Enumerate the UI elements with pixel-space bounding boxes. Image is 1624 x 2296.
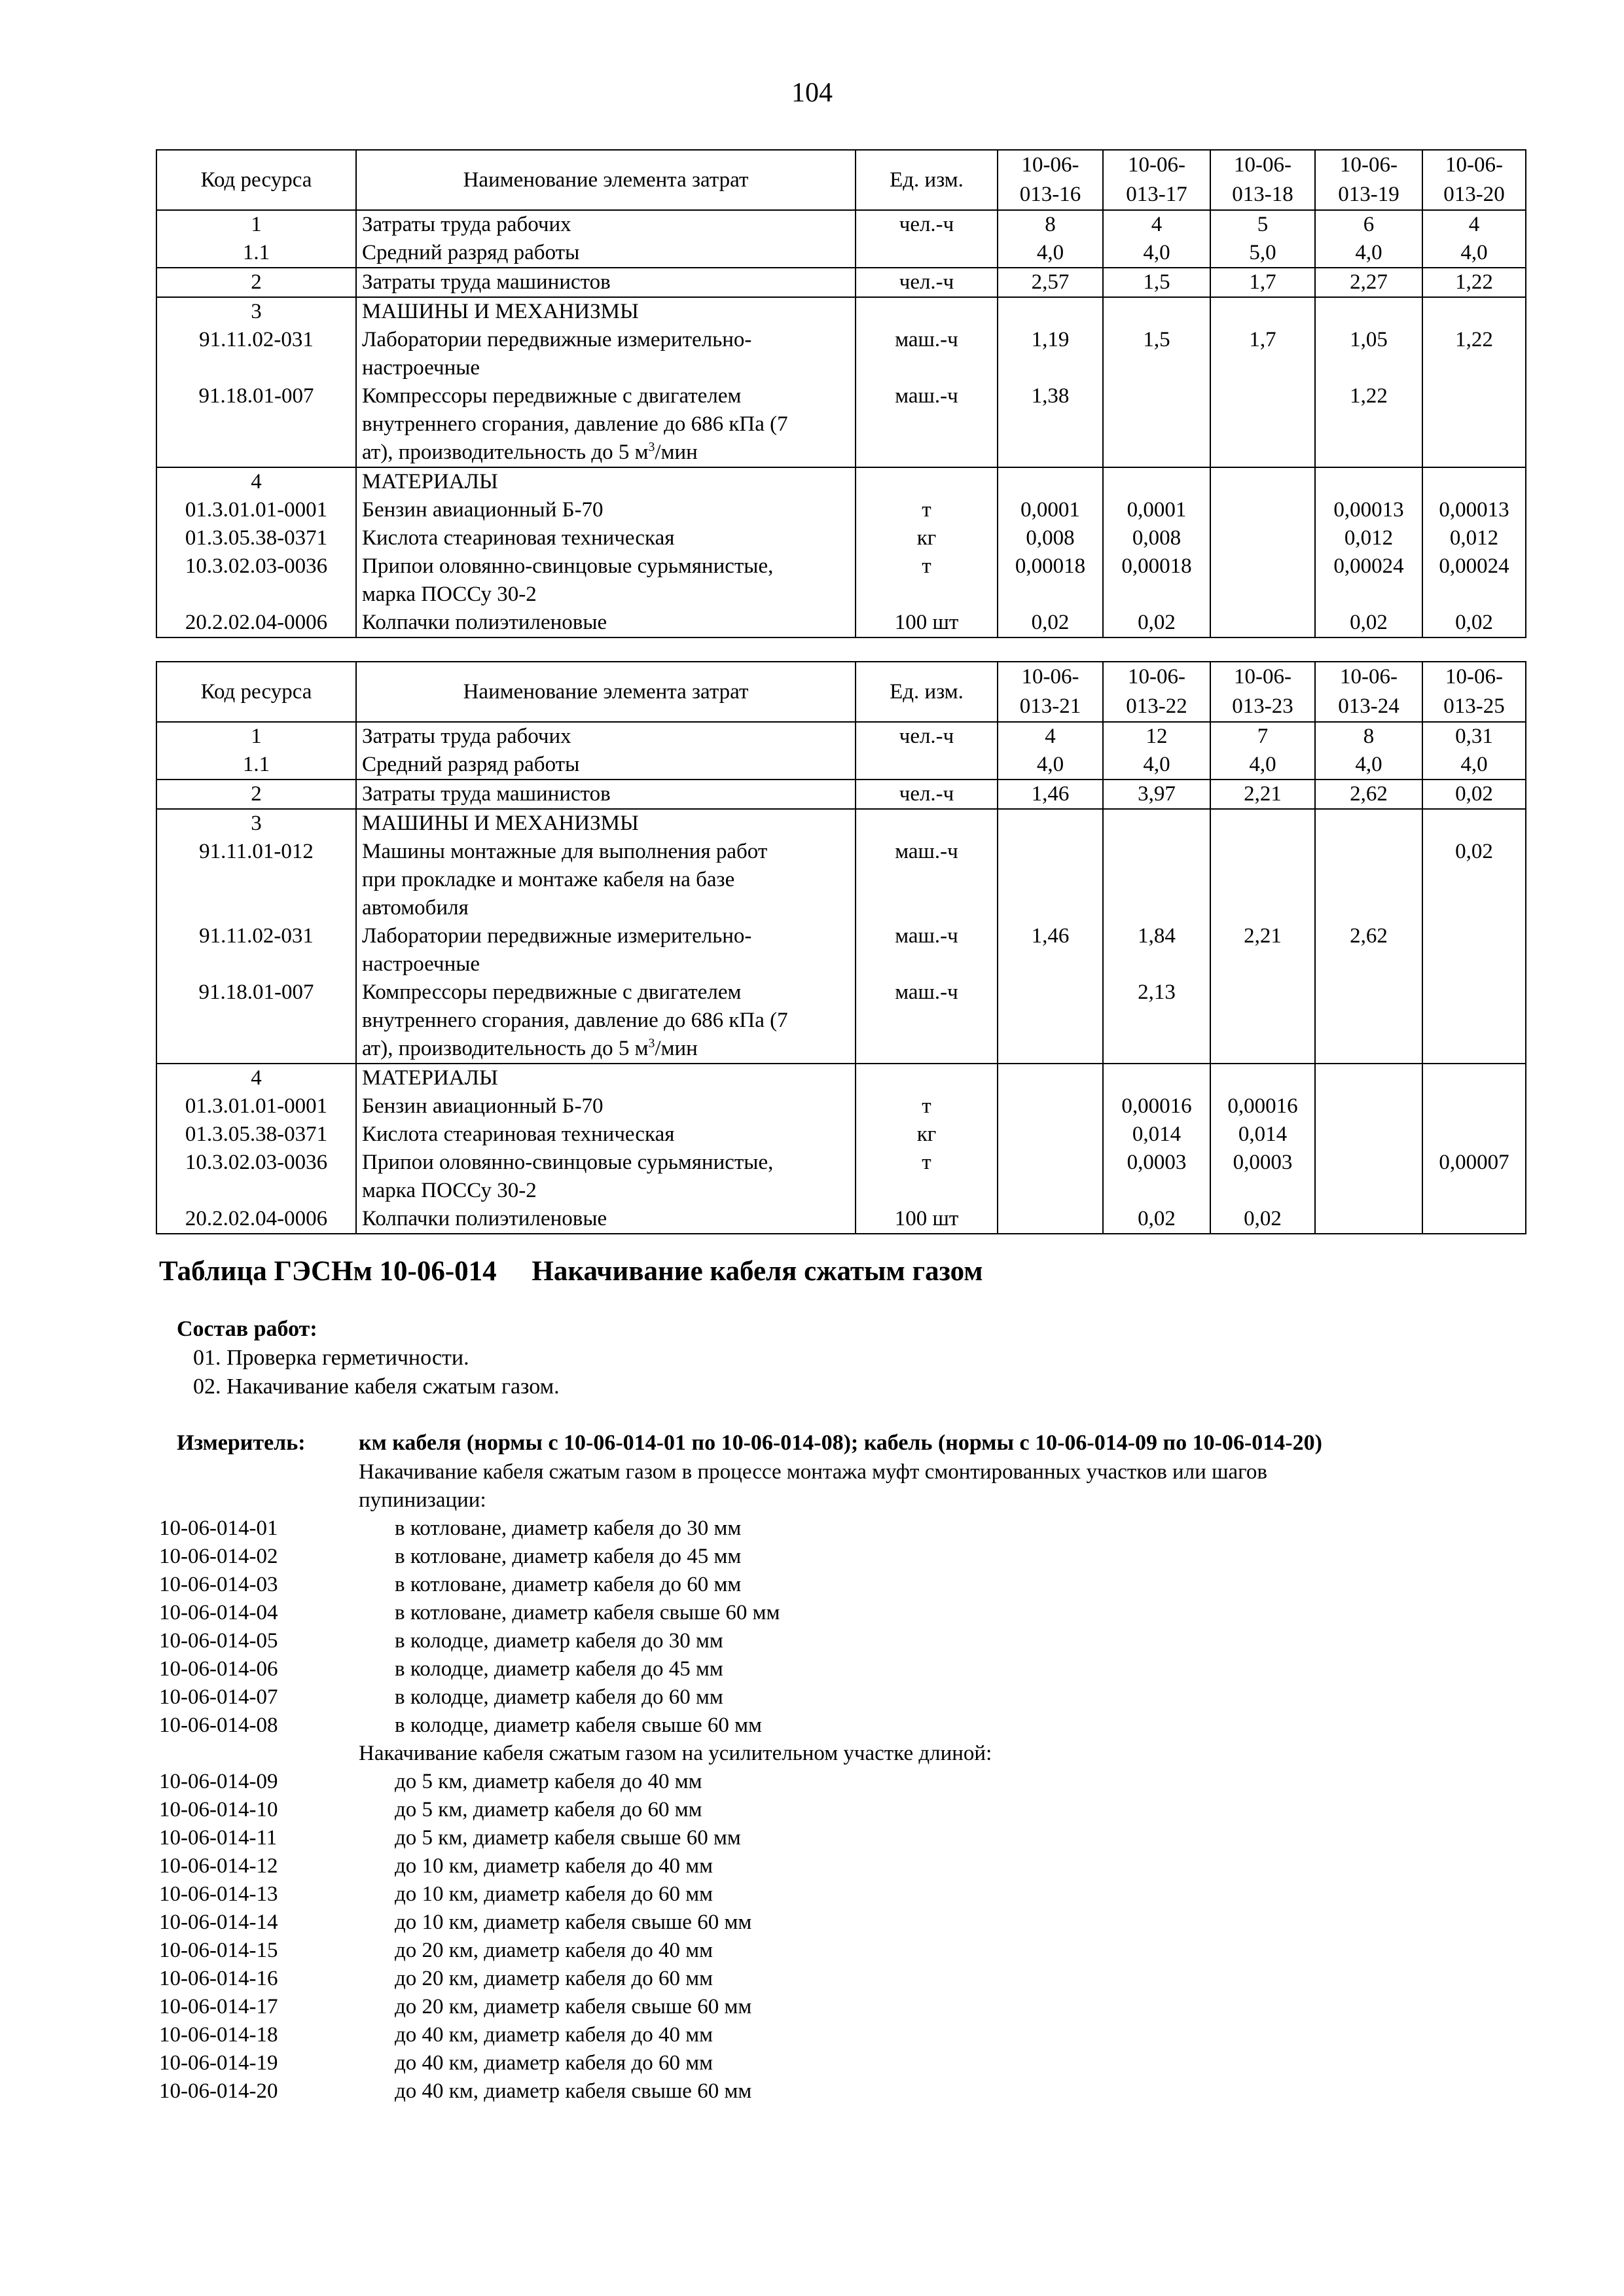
value-cell: 3,97 bbox=[1103, 780, 1210, 809]
norm-code: 10-06-014-18 bbox=[159, 2023, 278, 2047]
value-cell bbox=[1103, 382, 1210, 467]
norm-code: 10-06-014-03 bbox=[159, 1573, 278, 1596]
resource-name: Затраты труда машинистов bbox=[356, 780, 856, 809]
value-cell: 5,0 bbox=[1210, 239, 1315, 268]
header-norm-code: 10-06- 013-16 bbox=[998, 150, 1103, 210]
value-cell bbox=[1210, 552, 1315, 609]
value-cell: 0,02 bbox=[1103, 1205, 1210, 1234]
header-code: Код ресурса bbox=[156, 150, 356, 210]
norm-code: 10-06-014-05 bbox=[159, 1629, 278, 1653]
norms-description: Накачивание кабеля сжатым газом в процессе монтажа муфт смонтированных участков или шагов пупинизации: bbox=[359, 1460, 1267, 1512]
resource-code: 4 bbox=[156, 467, 356, 496]
value-cell: 1,38 bbox=[998, 382, 1103, 467]
value-cell bbox=[998, 1092, 1103, 1121]
resource-unit: 100 шт bbox=[856, 609, 998, 637]
value-cell: 5 bbox=[1210, 210, 1315, 239]
resource-name: Лаборатории передвижные измерительно- настроечные bbox=[356, 326, 856, 382]
header-code: Код ресурса bbox=[156, 662, 356, 722]
resource-unit: т bbox=[856, 1149, 998, 1205]
value-cell: 1,5 bbox=[1103, 326, 1210, 382]
resource-unit bbox=[856, 751, 998, 780]
header-norm-code: 10-06- 013-21 bbox=[998, 662, 1103, 722]
norm-text: в котловане, диаметр кабеля до 45 мм bbox=[395, 1545, 742, 1568]
norm-text: до 40 км, диаметр кабеля до 40 мм bbox=[395, 2023, 713, 2047]
table-row bbox=[156, 1064, 1526, 1092]
value-cell bbox=[1315, 978, 1422, 1064]
value-cell: 1,7 bbox=[1210, 268, 1315, 297]
value-cell: 0,012 bbox=[1422, 524, 1526, 552]
resource-code: 91.11.01-012 bbox=[156, 838, 356, 922]
value-cell: 0,008 bbox=[998, 524, 1103, 552]
value-cell: 12 bbox=[1103, 722, 1210, 751]
value-cell bbox=[1103, 838, 1210, 922]
norm-code: 10-06-014-04 bbox=[159, 1601, 278, 1624]
value-cell: 0,00016 bbox=[1103, 1092, 1210, 1121]
norm-code: 10-06-014-12 bbox=[159, 1854, 278, 1878]
value-cell bbox=[1315, 1149, 1422, 1205]
resource-unit: т bbox=[856, 1092, 998, 1121]
table-row bbox=[156, 838, 1526, 922]
norm-code: 10-06-014-07 bbox=[159, 1685, 278, 1709]
norm-code: 10-06-014-15 bbox=[159, 1939, 278, 1962]
resource-code: 1.1 bbox=[156, 239, 356, 268]
resource-code: 91.18.01-007 bbox=[156, 382, 356, 467]
table-row bbox=[156, 552, 1526, 609]
section-title bbox=[159, 1255, 983, 1287]
value-cell: 0,00018 bbox=[1103, 552, 1210, 609]
value-cell: 4,0 bbox=[998, 751, 1103, 780]
value-cell: 0,02 bbox=[1210, 1205, 1315, 1234]
norm-text: до 5 км, диаметр кабеля до 40 мм bbox=[395, 1770, 702, 1793]
work-composition-label: Состав работ: bbox=[177, 1317, 317, 1341]
table-row bbox=[156, 1092, 1526, 1121]
resource-code: 2 bbox=[156, 780, 356, 809]
resource-code: 1 bbox=[156, 210, 356, 239]
value-cell: 0,02 bbox=[998, 609, 1103, 637]
value-cell: 0,014 bbox=[1103, 1121, 1210, 1149]
resource-code: 91.11.02-031 bbox=[156, 922, 356, 978]
table-row bbox=[156, 722, 1526, 751]
norm-text: до 20 км, диаметр кабеля до 60 мм bbox=[395, 1967, 713, 1990]
table-row bbox=[156, 268, 1526, 297]
resource-name: Машины монтажные для выполнения работ при прокладке и монтаже кабеля на базе автомобиля bbox=[356, 838, 856, 922]
resource-unit: чел.-ч bbox=[856, 210, 998, 239]
value-cell bbox=[998, 978, 1103, 1064]
table-row bbox=[156, 326, 1526, 382]
resource-name: Компрессоры передвижные с двигателем внутреннего сгорания, давление до 686 кПа (7 ат), производительность до 5 $м^3$/мин bbox=[356, 382, 856, 467]
value-cell: 4 bbox=[1422, 210, 1526, 239]
table-row bbox=[156, 780, 1526, 809]
norm-text: до 5 км, диаметр кабеля до 60 мм bbox=[395, 1798, 702, 1821]
value-cell bbox=[1422, 1092, 1526, 1121]
value-cell: 4,0 bbox=[1422, 239, 1526, 268]
work-item: 02. Накачивание кабеля сжатым газом. bbox=[193, 1374, 560, 1399]
resource-unit: чел.-ч bbox=[856, 268, 998, 297]
value-cell bbox=[1210, 382, 1315, 467]
norm-text: в колодце, диаметр кабеля до 30 мм bbox=[395, 1629, 723, 1653]
table-row bbox=[156, 524, 1526, 552]
measure-text: км кабеля (нормы с 10-06-014-01 по 10-06-014-08); кабель (нормы с 10-06-014-09 по 10-06-014-20) bbox=[359, 1431, 1322, 1455]
value-cell: 0,0003 bbox=[1210, 1149, 1315, 1205]
resource-code: 01.3.01.01-0001 bbox=[156, 496, 356, 524]
value-cell: 2,57 bbox=[998, 268, 1103, 297]
value-cell: 0,02 bbox=[1103, 609, 1210, 637]
value-cell: 2,21 bbox=[1210, 922, 1315, 978]
value-cell bbox=[998, 1205, 1103, 1234]
value-cell: 0,00013 bbox=[1422, 496, 1526, 524]
resource-code: 01.3.05.38-0371 bbox=[156, 524, 356, 552]
norm-text: до 10 км, диаметр кабеля до 40 мм bbox=[395, 1854, 713, 1878]
table-row bbox=[156, 609, 1526, 637]
value-cell: 4,0 bbox=[1422, 751, 1526, 780]
table-header-row bbox=[156, 150, 1526, 210]
resource-unit: кг bbox=[856, 524, 998, 552]
value-cell: 0,02 bbox=[1422, 609, 1526, 637]
resource-name: Припои оловянно-свинцовые сурьмянистые, марка ПОССу 30-2 bbox=[356, 1149, 856, 1205]
header-unit: Ед. изм. bbox=[856, 662, 998, 722]
value-cell: 0,02 bbox=[1422, 838, 1526, 922]
value-cell: 1,46 bbox=[998, 780, 1103, 809]
norm-text: в колодце, диаметр кабеля свыше 60 мм bbox=[395, 1713, 762, 1737]
section-heading: МАТЕРИАЛЫ bbox=[356, 467, 856, 496]
resource-code: 91.11.02-031 bbox=[156, 326, 356, 382]
value-cell: 4,0 bbox=[1103, 239, 1210, 268]
resource-unit: чел.-ч bbox=[856, 722, 998, 751]
resource-name: Средний разряд работы bbox=[356, 751, 856, 780]
resource-unit: т bbox=[856, 552, 998, 609]
value-cell: 7 bbox=[1210, 722, 1315, 751]
resource-name: Припои оловянно-свинцовые сурьмянистые, марка ПОССу 30-2 bbox=[356, 552, 856, 609]
value-cell: 0,014 bbox=[1210, 1121, 1315, 1149]
resource-unit: чел.-ч bbox=[856, 780, 998, 809]
resource-code: 91.18.01-007 bbox=[156, 978, 356, 1064]
header-unit: Ед. изм. bbox=[856, 150, 998, 210]
value-cell: 0,00016 bbox=[1210, 1092, 1315, 1121]
value-cell: 2,21 bbox=[1210, 780, 1315, 809]
value-cell bbox=[1315, 1121, 1422, 1149]
value-cell: 0,00007 bbox=[1422, 1149, 1526, 1205]
norm-code: 10-06-014-19 bbox=[159, 2051, 278, 2075]
value-cell: 1,5 bbox=[1103, 268, 1210, 297]
table-row bbox=[156, 467, 1526, 496]
norm-code: 10-06-014-08 bbox=[159, 1713, 278, 1737]
value-cell bbox=[1315, 838, 1422, 922]
table-row bbox=[156, 210, 1526, 239]
value-cell: 4,0 bbox=[1315, 239, 1422, 268]
resource-code: 3 bbox=[156, 297, 356, 326]
value-cell bbox=[1210, 609, 1315, 637]
table-row bbox=[156, 382, 1526, 467]
table-row bbox=[156, 751, 1526, 780]
resource-name: Средний разряд работы bbox=[356, 239, 856, 268]
resource-code: 3 bbox=[156, 809, 356, 838]
resource-code: 2 bbox=[156, 268, 356, 297]
value-cell: 0,00018 bbox=[998, 552, 1103, 609]
header-norm-code: 10-06- 013-17 bbox=[1103, 150, 1210, 210]
value-cell: 8 bbox=[998, 210, 1103, 239]
value-cell: 0,31 bbox=[1422, 722, 1526, 751]
value-cell: 0,012 bbox=[1315, 524, 1422, 552]
section-heading: МАШИНЫ И МЕХАНИЗМЫ bbox=[356, 297, 856, 326]
value-cell: 0,0001 bbox=[998, 496, 1103, 524]
norm-code: 10-06-014-10 bbox=[159, 1798, 278, 1821]
resource-unit: маш.-ч bbox=[856, 922, 998, 978]
header-name: Наименование элемента затрат bbox=[356, 662, 856, 722]
value-cell bbox=[998, 838, 1103, 922]
resource-code: 1.1 bbox=[156, 751, 356, 780]
norm-text: до 5 км, диаметр кабеля свыше 60 мм bbox=[395, 1826, 741, 1850]
resource-name: Бензин авиационный Б-70 bbox=[356, 1092, 856, 1121]
value-cell bbox=[1210, 496, 1315, 524]
header-norm-code: 10-06- 013-18 bbox=[1210, 150, 1315, 210]
norm-code: 10-06-014-14 bbox=[159, 1910, 278, 1934]
resource-code: 4 bbox=[156, 1064, 356, 1092]
value-cell: 0,008 bbox=[1103, 524, 1210, 552]
value-cell: 2,27 bbox=[1315, 268, 1422, 297]
value-cell bbox=[1422, 382, 1526, 467]
resource-name: Компрессоры передвижные с двигателем внутреннего сгорания, давление до 686 кПа (7 ат), производительность до 5 $м^3$/мин bbox=[356, 978, 856, 1064]
resource-unit: 100 шт bbox=[856, 1205, 998, 1234]
resource-table-2 bbox=[156, 661, 1526, 1234]
resource-code: 20.2.02.04-0006 bbox=[156, 609, 356, 637]
value-cell bbox=[998, 1149, 1103, 1205]
resource-code: 1 bbox=[156, 722, 356, 751]
value-cell: 1,46 bbox=[998, 922, 1103, 978]
resource-unit: маш.-ч bbox=[856, 838, 998, 922]
header-norm-code: 10-06- 013-19 bbox=[1315, 150, 1422, 210]
resource-name: Колпачки полиэтиленовые bbox=[356, 1205, 856, 1234]
value-cell bbox=[998, 1121, 1103, 1149]
value-cell bbox=[1422, 1121, 1526, 1149]
table-row bbox=[156, 809, 1526, 838]
value-cell: 1,22 bbox=[1422, 326, 1526, 382]
value-cell bbox=[1210, 524, 1315, 552]
value-cell: 1,22 bbox=[1422, 268, 1526, 297]
resource-code: 10.3.02.03-0036 bbox=[156, 552, 356, 609]
norm-text: в котловане, диаметр кабеля до 60 мм bbox=[395, 1573, 742, 1596]
resource-code: 20.2.02.04-0006 bbox=[156, 1205, 356, 1234]
norm-text: до 20 км, диаметр кабеля свыше 60 мм bbox=[395, 1995, 752, 2018]
value-cell: 4 bbox=[998, 722, 1103, 751]
value-cell bbox=[1210, 838, 1315, 922]
norm-code: 10-06-014-16 bbox=[159, 1967, 278, 1990]
norm-text: в колодце, диаметр кабеля до 45 мм bbox=[395, 1657, 723, 1681]
value-cell bbox=[1315, 1092, 1422, 1121]
norm-code: 10-06-014-11 bbox=[159, 1826, 278, 1850]
value-cell: 0,00013 bbox=[1315, 496, 1422, 524]
norm-text: до 40 км, диаметр кабеля свыше 60 мм bbox=[395, 2079, 752, 2103]
section-title-code: Таблица ГЭСНм 10-06-014 bbox=[159, 1256, 497, 1287]
resource-code: 10.3.02.03-0036 bbox=[156, 1149, 356, 1205]
header-name: Наименование элемента затрат bbox=[356, 150, 856, 210]
value-cell: 0,00024 bbox=[1315, 552, 1422, 609]
value-cell: 4,0 bbox=[1315, 751, 1422, 780]
resource-code: 01.3.01.01-0001 bbox=[156, 1092, 356, 1121]
value-cell: 2,62 bbox=[1315, 780, 1422, 809]
value-cell bbox=[1422, 978, 1526, 1064]
resource-unit: маш.-ч bbox=[856, 326, 998, 382]
table-row bbox=[156, 496, 1526, 524]
resource-unit: кг bbox=[856, 1121, 998, 1149]
norm-code: 10-06-014-17 bbox=[159, 1995, 278, 2018]
page-number: 104 bbox=[791, 78, 833, 108]
value-cell bbox=[1422, 922, 1526, 978]
resource-name: Колпачки полиэтиленовые bbox=[356, 609, 856, 637]
value-cell: 0,0003 bbox=[1103, 1149, 1210, 1205]
resource-name: Затраты труда рабочих bbox=[356, 722, 856, 751]
resource-code: 01.3.05.38-0371 bbox=[156, 1121, 356, 1149]
resource-name: Затраты труда машинистов bbox=[356, 268, 856, 297]
table-row bbox=[156, 1121, 1526, 1149]
table-row bbox=[156, 922, 1526, 978]
norm-code: 10-06-014-13 bbox=[159, 1882, 278, 1906]
value-cell: 1,22 bbox=[1315, 382, 1422, 467]
value-cell: 0,00024 bbox=[1422, 552, 1526, 609]
value-cell: 0,02 bbox=[1315, 609, 1422, 637]
resource-unit: т bbox=[856, 496, 998, 524]
table-row bbox=[156, 297, 1526, 326]
value-cell: 4,0 bbox=[1210, 751, 1315, 780]
norm-code: 10-06-014-20 bbox=[159, 2079, 278, 2103]
section-title-text: Накачивание кабеля сжатым газом bbox=[532, 1256, 983, 1287]
header-norm-code: 10-06- 013-23 bbox=[1210, 662, 1315, 722]
value-cell bbox=[1315, 1205, 1422, 1234]
resource-unit: маш.-ч bbox=[856, 382, 998, 467]
value-cell: 1,19 bbox=[998, 326, 1103, 382]
value-cell: 6 bbox=[1315, 210, 1422, 239]
header-norm-code: 10-06- 013-25 bbox=[1422, 662, 1526, 722]
table-row bbox=[156, 1205, 1526, 1234]
table-row bbox=[156, 239, 1526, 268]
resource-name: Лаборатории передвижные измерительно- настроечные bbox=[356, 922, 856, 978]
norms-description-2: Накачивание кабеля сжатым газом на усилительном участке длиной: bbox=[359, 1742, 992, 1765]
resource-table-1 bbox=[156, 149, 1526, 638]
norm-text: до 40 км, диаметр кабеля до 60 мм bbox=[395, 2051, 713, 2075]
norm-text: до 10 км, диаметр кабеля до 60 мм bbox=[395, 1882, 713, 1906]
resource-name: Кислота стеариновая техническая bbox=[356, 1121, 856, 1149]
value-cell: 0,0001 bbox=[1103, 496, 1210, 524]
section-heading: МАТЕРИАЛЫ bbox=[356, 1064, 856, 1092]
value-cell: 2,13 bbox=[1103, 978, 1210, 1064]
value-cell: 0,02 bbox=[1422, 780, 1526, 809]
resource-unit: маш.-ч bbox=[856, 978, 998, 1064]
work-item: 01. Проверка герметичности. bbox=[193, 1346, 469, 1370]
norm-text: до 20 км, диаметр кабеля до 40 мм bbox=[395, 1939, 713, 1962]
norm-code: 10-06-014-09 bbox=[159, 1770, 278, 1793]
section-heading: МАШИНЫ И МЕХАНИЗМЫ bbox=[356, 809, 856, 838]
table-header-row bbox=[156, 662, 1526, 722]
value-cell: 4,0 bbox=[1103, 751, 1210, 780]
resource-unit bbox=[856, 239, 998, 268]
norm-code: 10-06-014-06 bbox=[159, 1657, 278, 1681]
resource-name: Кислота стеариновая техническая bbox=[356, 524, 856, 552]
norm-text: в колодце, диаметр кабеля до 60 мм bbox=[395, 1685, 723, 1709]
value-cell: 2,62 bbox=[1315, 922, 1422, 978]
norm-text: в котловане, диаметр кабеля свыше 60 мм bbox=[395, 1601, 780, 1624]
value-cell: 1,05 bbox=[1315, 326, 1422, 382]
value-cell: 8 bbox=[1315, 722, 1422, 751]
measure-label: Измеритель: bbox=[177, 1431, 306, 1455]
header-norm-code: 10-06- 013-20 bbox=[1422, 150, 1526, 210]
norm-code: 10-06-014-02 bbox=[159, 1545, 278, 1568]
norm-text: в котловане, диаметр кабеля до 30 мм bbox=[395, 1516, 742, 1540]
value-cell bbox=[1210, 978, 1315, 1064]
value-cell: 1,84 bbox=[1103, 922, 1210, 978]
value-cell: 4 bbox=[1103, 210, 1210, 239]
value-cell: 4,0 bbox=[998, 239, 1103, 268]
value-cell: 1,7 bbox=[1210, 326, 1315, 382]
resource-name: Затраты труда рабочих bbox=[356, 210, 856, 239]
header-norm-code: 10-06- 013-22 bbox=[1103, 662, 1210, 722]
norm-text: до 10 км, диаметр кабеля свыше 60 мм bbox=[395, 1910, 752, 1934]
table-row bbox=[156, 1149, 1526, 1205]
value-cell bbox=[1422, 1205, 1526, 1234]
resource-name: Бензин авиационный Б-70 bbox=[356, 496, 856, 524]
table-row bbox=[156, 978, 1526, 1064]
header-norm-code: 10-06- 013-24 bbox=[1315, 662, 1422, 722]
norm-code: 10-06-014-01 bbox=[159, 1516, 278, 1540]
